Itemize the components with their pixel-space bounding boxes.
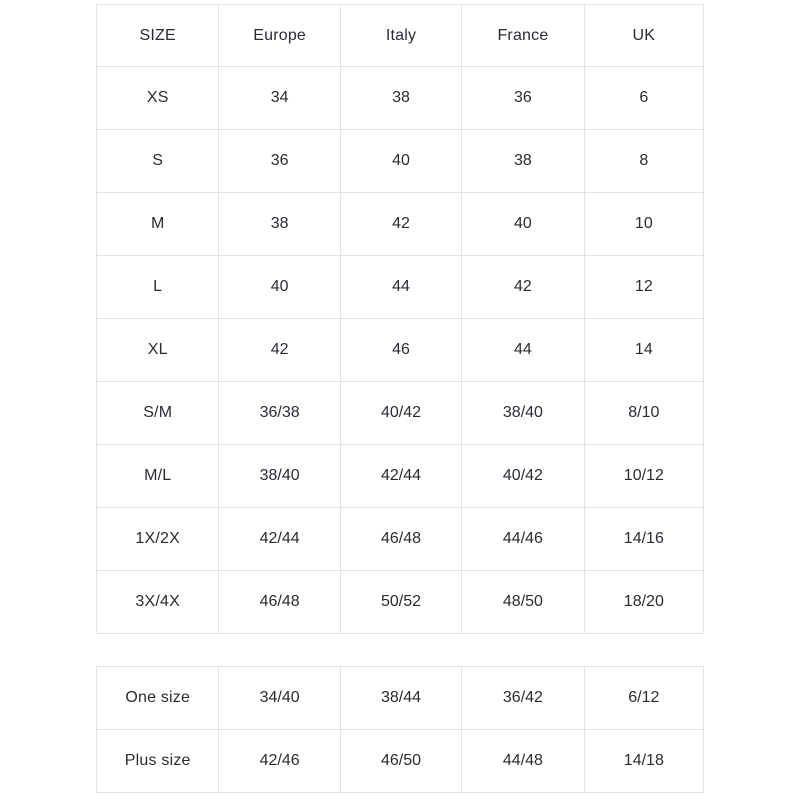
cell-uk: 14	[584, 319, 703, 382]
cell-france: 36	[462, 67, 584, 130]
cell-uk: 6/12	[584, 667, 703, 730]
table-row	[97, 193, 704, 256]
cell-europe: 40	[219, 256, 340, 319]
cell-europe: 36	[219, 130, 340, 193]
main-size-table-container	[96, 4, 704, 634]
cell-italy: 46	[340, 319, 461, 382]
cell-uk: 18/20	[584, 571, 703, 634]
cell-europe: 34	[219, 67, 340, 130]
cell-france: 38/40	[462, 382, 584, 445]
cell-uk: 10	[584, 193, 703, 256]
cell-italy: 50/52	[340, 571, 461, 634]
cell-uk: 6	[584, 67, 703, 130]
table-row	[97, 67, 704, 130]
cell-europe: 42/46	[219, 730, 340, 793]
cell-italy: 46/50	[340, 730, 461, 793]
cell-france: 44/48	[462, 730, 584, 793]
table-row	[97, 256, 704, 319]
row-label: XL	[97, 319, 219, 382]
cell-italy: 44	[340, 256, 461, 319]
cell-uk: 12	[584, 256, 703, 319]
column-header-europe: Europe	[219, 5, 340, 67]
cell-france: 44	[462, 319, 584, 382]
cell-europe: 42/44	[219, 508, 340, 571]
row-label: L	[97, 256, 219, 319]
cell-france: 48/50	[462, 571, 584, 634]
cell-europe: 34/40	[219, 667, 340, 730]
table-row	[97, 508, 704, 571]
cell-italy: 40/42	[340, 382, 461, 445]
cell-france: 44/46	[462, 508, 584, 571]
table-row	[97, 730, 704, 793]
cell-europe: 46/48	[219, 571, 340, 634]
cell-france: 40	[462, 193, 584, 256]
column-header-uk: UK	[584, 5, 703, 67]
cell-italy: 40	[340, 130, 461, 193]
cell-europe: 42	[219, 319, 340, 382]
cell-italy: 46/48	[340, 508, 461, 571]
table-row	[97, 445, 704, 508]
table-header-row	[97, 5, 704, 67]
row-label: M/L	[97, 445, 219, 508]
cell-europe: 36/38	[219, 382, 340, 445]
cell-italy: 38	[340, 67, 461, 130]
secondary-size-table-container	[96, 666, 704, 793]
table-row	[97, 319, 704, 382]
row-label: M	[97, 193, 219, 256]
cell-uk: 8	[584, 130, 703, 193]
table-row	[97, 382, 704, 445]
column-header-france: France	[462, 5, 584, 67]
cell-france: 40/42	[462, 445, 584, 508]
cell-italy: 42	[340, 193, 461, 256]
table-row	[97, 571, 704, 634]
row-label: One size	[97, 667, 219, 730]
column-header-italy: Italy	[340, 5, 461, 67]
cell-europe: 38/40	[219, 445, 340, 508]
cell-france: 36/42	[462, 667, 584, 730]
row-label: XS	[97, 67, 219, 130]
cell-italy: 38/44	[340, 667, 461, 730]
cell-uk: 10/12	[584, 445, 703, 508]
cell-uk: 8/10	[584, 382, 703, 445]
row-label: 3X/4X	[97, 571, 219, 634]
secondary-size-table	[96, 666, 704, 793]
cell-france: 38	[462, 130, 584, 193]
row-label: Plus size	[97, 730, 219, 793]
table-row	[97, 130, 704, 193]
main-size-table	[96, 4, 704, 634]
cell-france: 42	[462, 256, 584, 319]
cell-uk: 14/16	[584, 508, 703, 571]
row-label: S	[97, 130, 219, 193]
cell-europe: 38	[219, 193, 340, 256]
row-label: 1X/2X	[97, 508, 219, 571]
table-row	[97, 667, 704, 730]
cell-uk: 14/18	[584, 730, 703, 793]
row-label: S/M	[97, 382, 219, 445]
column-header-size: SIZE	[97, 5, 219, 67]
cell-italy: 42/44	[340, 445, 461, 508]
